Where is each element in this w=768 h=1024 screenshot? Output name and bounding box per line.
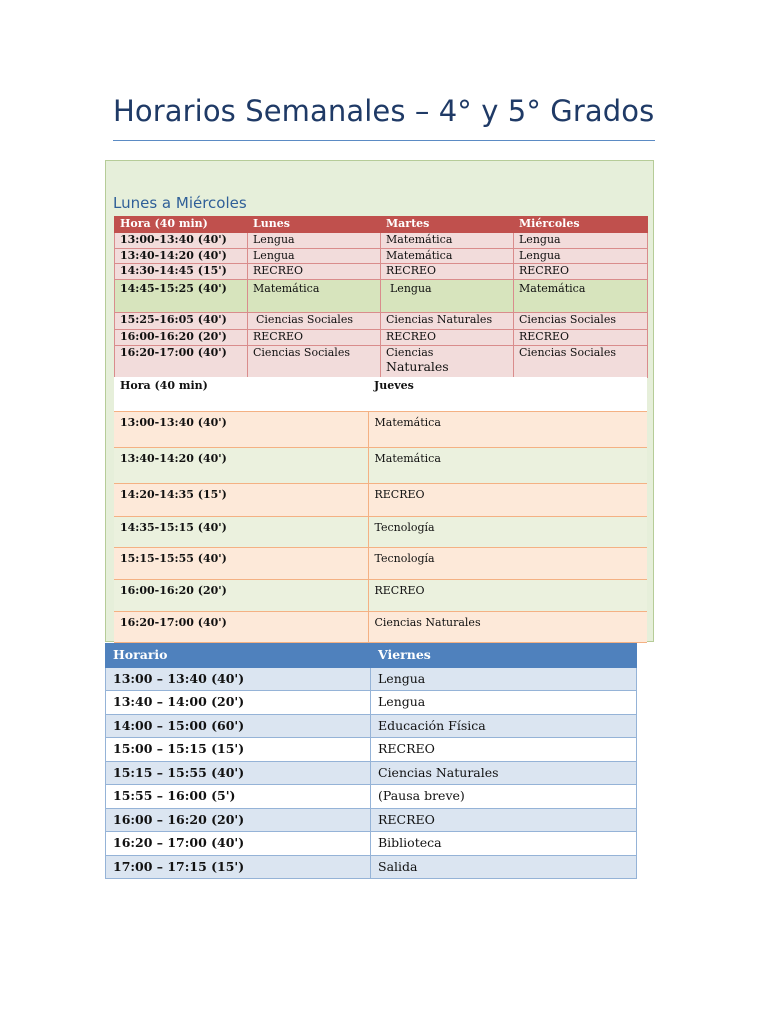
time-cell: 15:00 – 15:15 (15') xyxy=(106,738,371,762)
subject-cell: RECREO xyxy=(371,738,637,762)
table-row xyxy=(106,832,637,856)
subject-cell: Ciencias Sociales xyxy=(514,345,648,377)
subject-cell: Lengua xyxy=(514,233,648,249)
subject-cell: Tecnología xyxy=(368,547,647,579)
time-cell: 14:35-15:15 (40') xyxy=(114,516,368,547)
table-row xyxy=(106,691,637,715)
time-cell: 16:00-16:20 (20') xyxy=(114,579,368,611)
subject-cell: Ciencias Naturales xyxy=(381,313,514,330)
table-row xyxy=(114,611,647,642)
time-cell: 16:00 – 16:20 (20') xyxy=(106,808,371,832)
subject-cell: RECREO xyxy=(248,264,381,280)
subject-cell: Lengua xyxy=(381,280,514,313)
subject-cell: Salida xyxy=(371,855,637,879)
subject-cell: Ciencias Sociales xyxy=(248,345,381,377)
subject-cell: Lengua xyxy=(248,248,381,264)
table-header-row xyxy=(106,644,637,668)
table-row xyxy=(115,248,648,264)
column-header: Hora (40 min) xyxy=(115,217,248,233)
title-divider xyxy=(113,140,655,141)
subject-cell: RECREO xyxy=(514,330,648,346)
subject-cell: RECREO xyxy=(381,264,514,280)
table-header-row xyxy=(114,377,647,411)
time-cell: 16:00-16:20 (20') xyxy=(115,330,248,346)
time-cell: 15:55 – 16:00 (5') xyxy=(106,785,371,809)
table-row xyxy=(106,738,637,762)
table-row xyxy=(106,785,637,809)
table-row xyxy=(115,313,648,330)
subject-cell xyxy=(381,345,514,377)
subject-cell: RECREO xyxy=(368,579,647,611)
subject-cell: Lengua xyxy=(514,248,648,264)
subject-cell: Ciencias Sociales xyxy=(514,313,648,330)
subject-cell: Tecnología xyxy=(368,516,647,547)
subject-cell: Lengua xyxy=(371,691,637,715)
time-cell: 16:20-17:00 (40') xyxy=(115,345,248,377)
subject-cell: Matemática xyxy=(381,248,514,264)
column-header: Jueves xyxy=(368,377,647,411)
subject-cell: RECREO xyxy=(381,330,514,346)
subject-cell: (Pausa breve) xyxy=(371,785,637,809)
table-row xyxy=(115,345,648,377)
time-cell: 13:00-13:40 (40') xyxy=(114,411,368,447)
table-row xyxy=(114,447,647,483)
time-cell: 16:20 – 17:00 (40') xyxy=(106,832,371,856)
subject-cell: Ciencias Sociales xyxy=(248,313,381,330)
schedule-table-jueves xyxy=(114,377,647,643)
subject-cell: RECREO xyxy=(248,330,381,346)
column-header: Miércoles xyxy=(514,217,648,233)
time-cell: 13:40-14:20 (40') xyxy=(114,447,368,483)
table-row xyxy=(106,761,637,785)
table-row xyxy=(106,808,637,832)
time-cell: 13:00-13:40 (40') xyxy=(115,233,248,249)
cell-line: Naturales xyxy=(386,358,449,374)
subject-cell: RECREO xyxy=(368,483,647,516)
table-header-row xyxy=(115,217,648,233)
subject-cell: Educación Física xyxy=(371,714,637,738)
table-row xyxy=(114,483,647,516)
column-header: Hora (40 min) xyxy=(114,377,368,411)
time-cell: 15:15-15:55 (40') xyxy=(114,547,368,579)
subject-cell: Lengua xyxy=(248,233,381,249)
time-cell: 16:20-17:00 (40') xyxy=(114,611,368,642)
time-cell: 13:40-14:20 (40') xyxy=(115,248,248,264)
column-header: Viernes xyxy=(371,644,637,668)
time-cell: 17:00 – 17:15 (15') xyxy=(106,855,371,879)
cell-line: Ciencias xyxy=(386,345,434,359)
schedule-table-lunes-miercoles xyxy=(114,216,648,378)
subject-cell: Matemática xyxy=(381,233,514,249)
column-header: Martes xyxy=(381,217,514,233)
subject-cell: Ciencias Naturales xyxy=(371,761,637,785)
time-cell: 14:30-14:45 (15') xyxy=(115,264,248,280)
subject-cell: RECREO xyxy=(514,264,648,280)
time-cell: 13:00 – 13:40 (40') xyxy=(106,667,371,691)
table-row xyxy=(114,579,647,611)
schedule-table-viernes xyxy=(105,643,637,879)
time-cell: 13:40 – 14:00 (20') xyxy=(106,691,371,715)
subject-cell: Matemática xyxy=(368,411,647,447)
table-row xyxy=(114,516,647,547)
time-cell: 14:45-15:25 (40') xyxy=(115,280,248,313)
subject-cell: RECREO xyxy=(371,808,637,832)
time-cell: 14:00 – 15:00 (60') xyxy=(106,714,371,738)
time-cell: 14:20-14:35 (15') xyxy=(114,483,368,516)
table-row xyxy=(115,280,648,313)
subject-cell: Matemática xyxy=(248,280,381,313)
table-row xyxy=(106,714,637,738)
table-row xyxy=(114,547,647,579)
column-header: Lunes xyxy=(248,217,381,233)
subject-cell: Matemática xyxy=(368,447,647,483)
subject-cell: Biblioteca xyxy=(371,832,637,856)
table-row xyxy=(115,264,648,280)
time-cell: 15:15 – 15:55 (40') xyxy=(106,761,371,785)
page-title: Horarios Semanales – 4° y 5° Grados xyxy=(113,94,655,128)
table-row xyxy=(106,667,637,691)
column-header: Horario xyxy=(106,644,371,668)
subject-cell: Matemática xyxy=(514,280,648,313)
table-row xyxy=(106,855,637,879)
subject-cell: Ciencias Naturales xyxy=(368,611,647,642)
subject-cell: Lengua xyxy=(371,667,637,691)
table-row xyxy=(115,330,648,346)
section-heading: Lunes a Miércoles xyxy=(113,194,247,212)
table-row xyxy=(114,411,647,447)
table-row xyxy=(115,233,648,249)
time-cell: 15:25-16:05 (40') xyxy=(115,313,248,330)
